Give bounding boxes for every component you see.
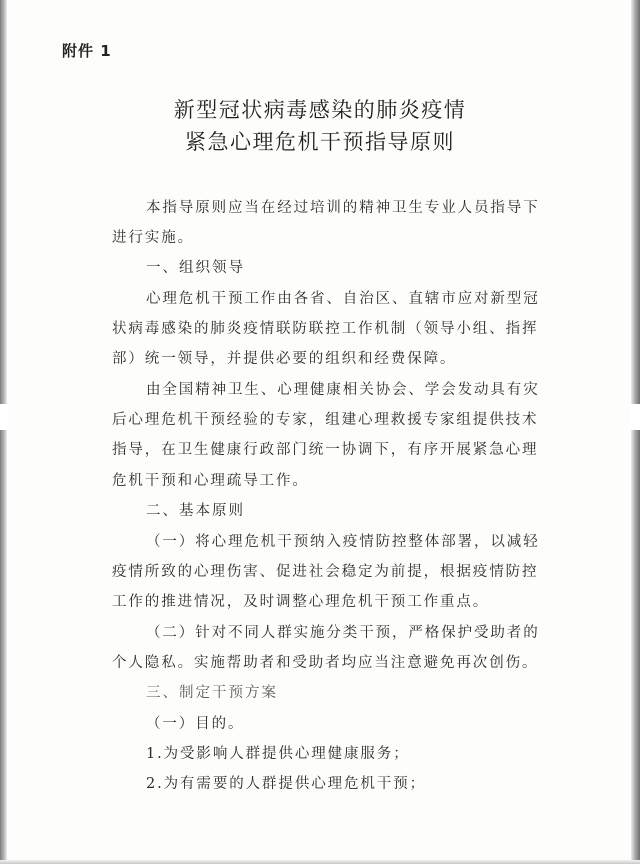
- attachment-label: 附件 1: [62, 42, 112, 60]
- scan-edge-left-gap: [0, 404, 8, 430]
- body-line: 后心理危机干预经验的专家，组建心理救援专家组提供技术: [112, 412, 539, 428]
- scan-edge-right-gap: [630, 404, 640, 430]
- body-line: 工作的推进情况，及时调整心理危机干预工作重点。: [112, 594, 490, 610]
- body-line: 由全国精神卫生、心理健康相关协会、学会发动具有灾: [146, 382, 540, 398]
- body-line: 危机干预和心理疏导工作。: [112, 473, 309, 489]
- section-heading: 三、制定干预方案: [146, 685, 278, 701]
- scan-edge-bottom: [0, 860, 640, 864]
- body-line: （一）目的。: [146, 716, 245, 732]
- section-heading: 二、基本原则: [146, 503, 245, 519]
- body-line: 指导，在卫生健康行政部门统一协调下，有序开展紧急心理: [112, 442, 539, 458]
- body-line: （二）针对不同人群实施分类干预，严格保护受助者的: [146, 625, 540, 641]
- list-item: 1.为受影响人群提供心理健康服务；: [146, 746, 410, 762]
- body-line: （一）将心理危机干预纳入疫情防控整体部署，以减轻: [146, 534, 540, 550]
- body-line: 个人隐私。实施帮助者和受助者均应当注意避免再次创伤。: [112, 655, 539, 671]
- section-heading: 一、组织领导: [146, 260, 245, 276]
- body-line: 本指导原则应当在经过培训的精神卫生专业人员指导下: [146, 200, 540, 216]
- document-title-line-1: 新型冠状病毒感染的肺炎疫情: [173, 98, 467, 122]
- body-line: 状病毒感染的肺炎疫情联防联控工作机制（领导小组、指挥: [112, 321, 539, 337]
- body-line: 部）统一领导，并提供必要的组织和经费保障。: [112, 351, 457, 367]
- body-line: 疫情所致的心理伤害、促进社会稳定为前提，根据疫情防控: [112, 564, 539, 580]
- document-title-line-2: 紧急心理危机干预指导原则: [185, 130, 455, 154]
- body-line: 心理危机干预工作由各省、自治区、直辖市应对新型冠: [146, 291, 540, 307]
- body-line: 进行实施。: [112, 230, 194, 246]
- list-item: 2.为有需要的人群提供心理危机干预；: [146, 776, 427, 792]
